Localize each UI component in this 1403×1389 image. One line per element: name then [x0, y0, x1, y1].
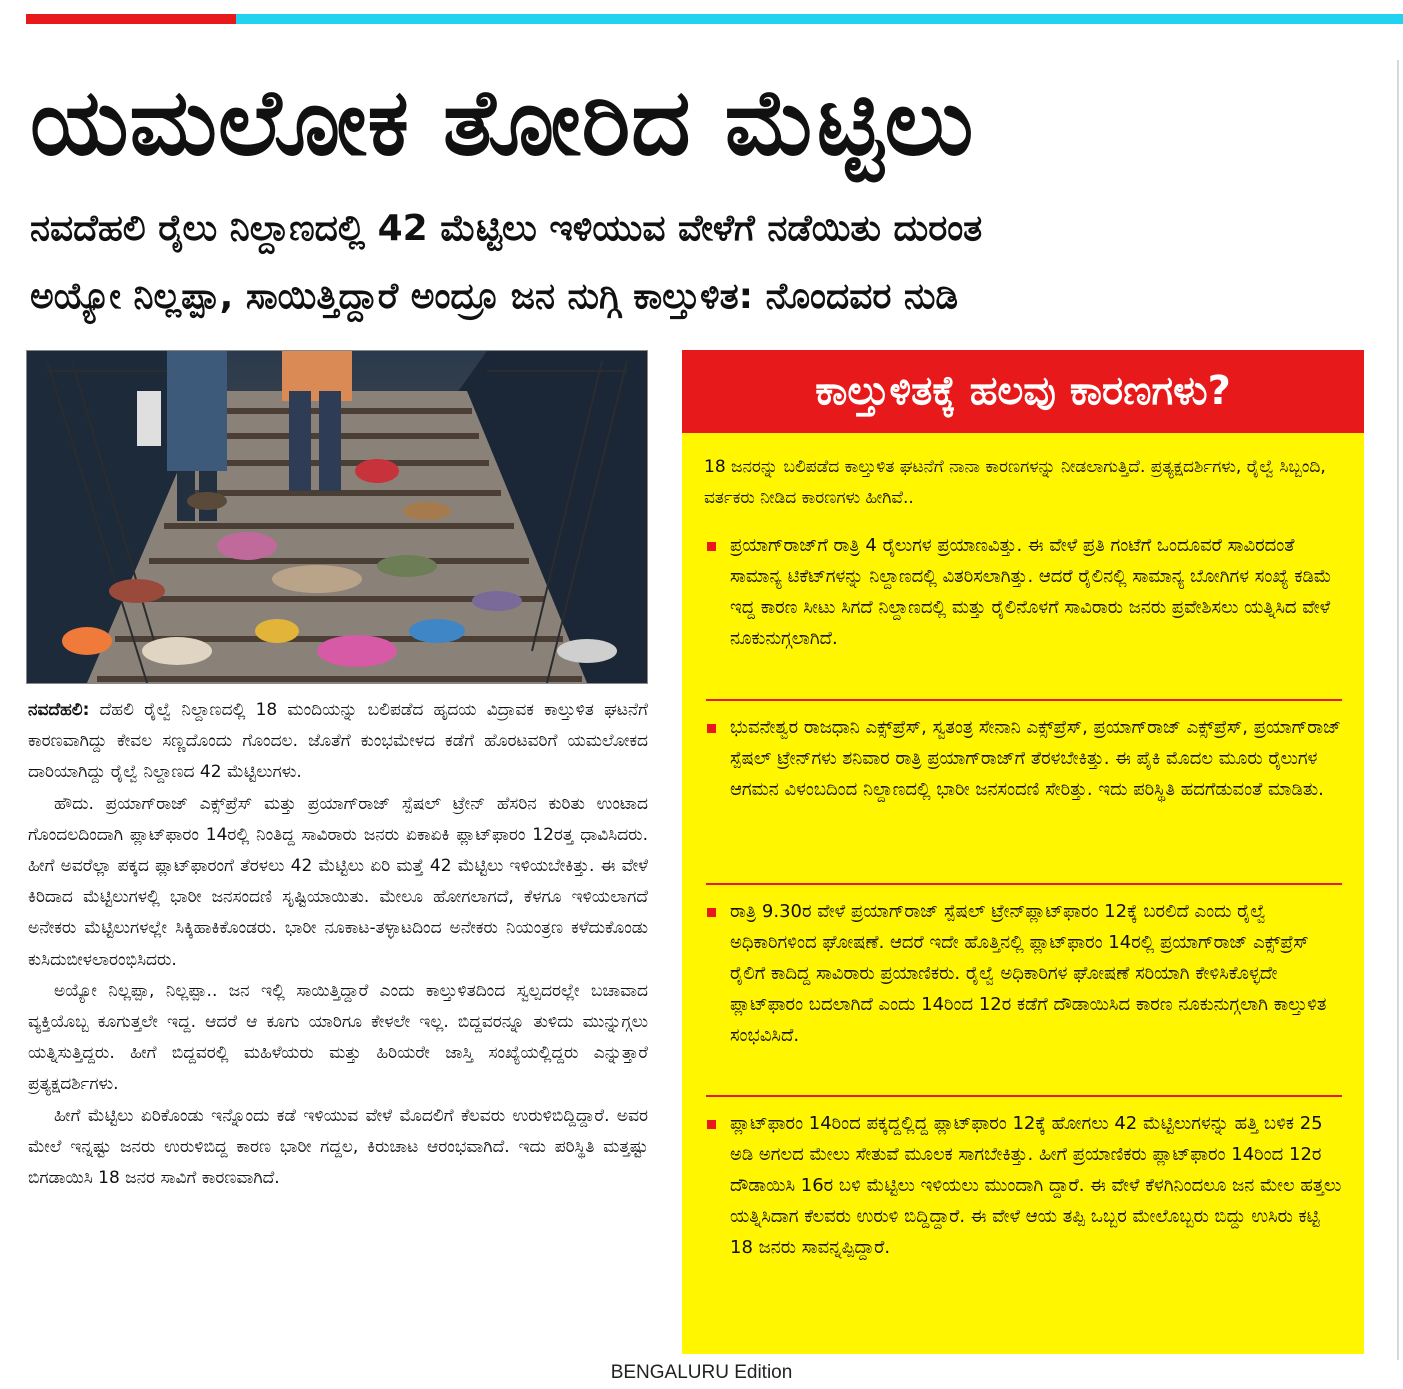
article-paragraph-text: ದೆಹಲಿ ರೈಲ್ವೆ ನಿಲ್ದಾಣದಲ್ಲಿ 18 ಮಂದಿಯನ್ನು ಬಲಿಪಡೆದ ಹೃದಯ ವಿದ್ರಾವಕ ಕಾಲ್ತುಳಿತ ಘಟನೆಗೆ ಕಾರಣವಾಗಿದ್ದು ಕೇವಲ ಸಣ್ಣದೊಂದು ಗೊಂದಲ. ಜೊತೆಗೆ ಕುಂಭಮೇಳದ ಕಡೆಗೆ ಹೊರಟವರಿಗೆ ಯಮಲೋಕದ ದಾರಿಯಾಗಿದ್ದು ರೈಲ್ವೆ ನಿಲ್ದಾಣದ 42 ಮೆಟ್ಟಿಲುಗಳು.	[28, 700, 648, 783]
article-paragraph	[28, 695, 648, 789]
top-color-bar-red	[26, 14, 236, 24]
article-dateline: ನವದೆಹಲಿ:	[28, 700, 90, 720]
reason-item	[704, 712, 1344, 805]
reason-item	[704, 1108, 1344, 1263]
article-body	[28, 695, 648, 1350]
reason-text: ಭುವನೇಶ್ವರ ರಾಜಧಾನಿ ಎಕ್ಸ್‌ಪ್ರೆಸ್, ಸ್ವತಂತ್ರ ಸೇನಾನಿ ಎಕ್ಸ್‌ಪ್ರೆಸ್, ಪ್ರಯಾಗ್‌ರಾಜ್ ಎಕ್ಸ್‌ಪ್ರೆಸ್, ಪ್ರಯಾಗ್‌ರಾಜ್ ಸ್ಪೆಷಲ್ ಟ್ರೇನ್‌ಗಳು ಶನಿವಾರ ರಾತ್ರಿ ಪ್ರಯಾಗ್‌ರಾಜ್‌ಗೆ ತೆರಳಬೇಕಿತ್ತು. ಈ ಪೈಕಿ ಮೊದಲ ಮೂರು ರೈಲುಗಳ ಆಗಮನ ವಿಳಂಬದಿಂದ ನಿಲ್ದಾಣದಲ್ಲಿ ಭಾರೀ ಜನಸಂದಣಿ ಸೇರಿತ್ತು. ಇದು ಪರಿಸ್ಥಿತಿ ಹದಗೆಡುವಂತೆ ಮಾಡಿತು.	[730, 717, 1342, 800]
sidebar-title: ಕಾಲ್ತುಳಿತಕ್ಕೆ ಹಲವು ಕಾರಣಗಳು?	[682, 350, 1364, 433]
reason-item	[704, 530, 1344, 654]
reason-text: ರಾತ್ರಿ 9.30ರ ವೇಳೆ ಪ್ರಯಾಗ್‌ರಾಜ್ ಸ್ಪೆಷಲ್ ಟ್ರೇನ್‌ಪ್ಲಾಟ್‌ಫಾರಂ 12ಕ್ಕೆ ಬರಲಿದೆ ಎಂದು ರೈಲ್ವೆ ಅಧಿಕಾರಿಗಳಿಂದ ಘೋಷಣೆ. ಆದರೆ ಇದೇ ಹೊತ್ತಿನಲ್ಲಿ ಪ್ಲಾಟ್‌ಫಾರಂ 14ರಲ್ಲಿ ಪ್ರಯಾಗ್‌ರಾಜ್ ಎಕ್ಸ್‌ಪ್ರೆಸ್ ರೈಲಿಗೆ ಕಾದಿದ್ದ ಸಾವಿರಾರು ಪ್ರಯಾಣಿಕರು. ರೈಲ್ವೆ ಅಧಿಕಾರಿಗಳ ಘೋಷಣೆ ಸರಿಯಾಗಿ ಕೇಳಿಸಿಕೊಳ್ಳದೇ ಪ್ಲಾಟ್‌ಫಾರಂ ಬದಲಾಗಿದೆ ಎಂದು 14ರಿಂದ 12ರ ಕಡೆಗೆ ದೌಡಾಯಿಸಿದ ಕಾರಣ ನೂಕುನುಗ್ಗಲಾಗಿ ಕಾಲ್ತುಳಿತ ಸಂಭವಿಸಿದೆ.	[730, 901, 1327, 1046]
reason-divider	[706, 699, 1342, 701]
article-paragraph: ಹೀಗೆ ಮೆಟ್ಟಿಲು ಏರಿಕೊಂಡು ಇನ್ನೊಂದು ಕಡೆ ಇಳಿಯುವ ವೇಳೆ ಮೊದಲಿಗೆ ಕೆಲವರು ಉರುಳಿಬಿದ್ದಿದ್ದಾರೆ. ಅವರ ಮೇಲೆ ಇನ್ನಷ್ಟು ಜನರು ಉರುಳಿಬಿದ್ದ ಕಾರಣ ಭಾರೀ ಗದ್ದಲ, ಕಿರುಚಾಟ ಆರಂಭವಾಗಿದೆ. ಇದು ಪರಿಸ್ಥಿತಿ ಮತ್ತಷ್ಟು ಬಿಗಡಾಯಿಸಿ 18 ಜನರ ಸಾವಿಗೆ ಕಾರಣವಾಗಿದೆ.	[28, 1105, 648, 1189]
sidebar-intro: 18 ಜನರನ್ನು ಬಲಿಪಡೆದ ಕಾಲ್ತುಳಿತ ಘಟನೆಗೆ ನಾನಾ ಕಾರಣಗಳನ್ನು ನೀಡಲಾಗುತ್ತಿದೆ. ಪ್ರತ್ಯಕ್ಷದರ್ಶಿಗಳು, ರೈಲ್ವೆ ಸಿಬ್ಬಂದಿ, ವರ್ತಕರು ನೀಡಿದ ಕಾರಣಗಳು ಹೀಗಿವೆ..	[704, 457, 1326, 508]
headline: ಯಮಲೋಕ ತೋರಿದ ಮೆಟ್ಟಿಲು	[30, 69, 975, 176]
top-color-bar-cyan	[236, 14, 1403, 24]
bullet-square-icon	[707, 908, 716, 917]
reason-text: ಪ್ಲಾಟ್‌ಫಾರಂ 14ರಿಂದ ಪಕ್ಕದ್ದಲ್ಲಿದ್ದ ಪ್ಲಾಟ್‌ಫಾರಂ 12ಕ್ಕೆ ಹೋಗಲು 42 ಮೆಟ್ಟಿಲುಗಳನ್ನು ಹತ್ತಿ ಬಳಿಕ 25 ಅಡಿ ಅಗಲದ ಮೇಲು ಸೇತುವೆ ಮೂಲಕ ಸಾಗಬೇಕಿತ್ತು. ಹೀಗೆ ಪ್ರಯಾಣಿಕರು ಪ್ಲಾಟ್‌ಫಾರಂ 14ರಿಂದ 12ರ ದೌಡಾಯಿಸಿ 16ರ ಬಳಿ ಮೆಟ್ಟಿಲು ಇಳಿಯಲು ಮುಂದಾಗಿ ದ್ದಾರೆ. ಈ ವೇಳೆ ಕೆಳಗಿನಿಂದಲೂ ಜನ ಮೇಲ ಹತ್ತಲು ಯತ್ನಿಸಿದಾಗ ಕೆಲವರು ಉರುಳಿ ಬಿದ್ದಿದ್ದಾರೆ. ಈ ವೇಳೆ ಆಯ ತಪ್ಪಿ ಒಬ್ಬರ ಮೇಲೊಬ್ಬರು ಬಿದ್ದು ಉಸಿರು ಕಟ್ಟಿ 18 ಜನರು ಸಾವನ್ನಪ್ಪಿದ್ದಾರೆ.	[730, 1113, 1342, 1258]
reason-text: ಪ್ರಯಾಗ್‌ರಾಜ್‌ಗೆ ರಾತ್ರಿ 4 ರೈಲುಗಳ ಪ್ರಯಾಣವಿತ್ತು. ಈ ವೇಳೆ ಪ್ರತಿ ಗಂಟೆಗೆ ಒಂದೂವರೆ ಸಾವಿರದಂತೆ ಸಾಮಾನ್ಯ ಟಿಕೆಟ್‌ಗಳನ್ನು ನಿಲ್ದಾಣದಲ್ಲಿ ವಿತರಿಸಲಾಗಿತ್ತು. ಆದರೆ ರೈಲಿನಲ್ಲಿ ಸಾಮಾನ್ಯ ಬೋಗಿಗಳ ಸಂಖ್ಯೆ ಕಡಿಮೆ ಇದ್ದ ಕಾರಣ ಸೀಟು ಸಿಗದೆ ನಿಲ್ದಾಣದಲ್ಲಿ ಮತ್ತು ರೈಲಿನೊಳಗೆ ಸಾವಿರಾರು ಜನರು ಪ್ರವೇಶಿಸಲು ಯತ್ನಿಸಿದ ವೇಳೆ ನೂಕುನುಗ್ಗಲಾಗಿದೆ.	[730, 535, 1332, 649]
bullet-square-icon	[707, 1120, 716, 1129]
stairway-photo	[26, 350, 648, 684]
subheadline-2: ಅಯ್ಯೋ ನಿಲ್ಲಪ್ಪಾ, ಸಾಯಿತ್ತಿದ್ದಾರೆ ಅಂದ್ರೂ ಜನ ನುಗ್ಗಿ ಕಾಲ್ತುಳಿತ: ನೊಂದವರ ನುಡಿ	[30, 276, 959, 317]
article-paragraph: ಅಯ್ಯೋ ನಿಲ್ಲಪ್ಪಾ, ನಿಲ್ಲಪ್ಪಾ.. ಜನ ಇಲ್ಲಿ ಸಾಯಿತ್ತಿದ್ದಾರೆ ಎಂದು ಕಾಲ್ತುಳಿತದಿಂದ ಸ್ವಲ್ಪದರಲ್ಲೇ ಬಚಾವಾದ ವ್ಯಕ್ತಿಯೊಬ್ಬ ಕೂಗುತ್ತಲೇ ಇದ್ದ. ಆದರೆ ಆ ಕೂಗು ಯಾರಿಗೂ ಕೇಳಲೇ ಇಲ್ಲ. ಬಿದ್ದವರನ್ನೂ ತುಳಿದು ಮುನ್ನುಗ್ಗಲು ಯತ್ನಿಸುತ್ತಿದ್ದರು. ಹೀಗೆ ಬಿದ್ದವರಲ್ಲಿ ಮಹಿಳೆಯರು ಮತ್ತು ಹಿರಿಯರೇ ಜಾಸ್ತಿ ಸಂಖ್ಯೆಯಲ್ಲಿದ್ದರು ಎನ್ನುತ್ತಾರೆ ಪ್ರತ್ಯಕ್ಷದರ್ಶಿಗಳು.	[28, 980, 648, 1095]
bullet-square-icon	[707, 724, 716, 733]
reason-item	[704, 896, 1344, 1051]
subheadline-1: ನವದೆಹಲಿ ರೈಲು ನಿಲ್ದಾಣದಲ್ಲಿ 42 ಮೆಟ್ಟಿಲು ಇಳಿಯುವ ವೇಳೆಗೆ ನಡೆಯಿತು ದುರಂತ	[30, 208, 983, 249]
reasons-sidebar	[682, 350, 1364, 1354]
reason-divider	[706, 1095, 1342, 1097]
reason-divider	[706, 883, 1342, 885]
edition-footer: BENGALURU Edition	[610, 1362, 793, 1383]
page-edge-rule	[1397, 60, 1399, 1360]
bullet-square-icon	[707, 542, 716, 551]
article-paragraph: ಹೌದು. ಪ್ರಯಾಗ್‌ರಾಜ್ ಎಕ್ಸ್‌ಪ್ರೆಸ್ ಮತ್ತು ಪ್ರಯಾಗ್‌ರಾಜ್ ಸ್ಪೆಷಲ್ ಟ್ರೇನ್ ಹೆಸರಿನ ಕುರಿತು ಉಂಟಾದ ಗೊಂದಲದಿಂದಾಗಿ ಪ್ಲಾಟ್‌ಫಾರಂ 14ರಲ್ಲಿ ನಿಂತಿದ್ದ ಸಾವಿರಾರು ಜನರು ಏಕಾಏಕಿ ಪ್ಲಾಟ್‌ಫಾರಂ 12ರತ್ತ ಧಾವಿಸಿದರು. ಹೀಗೆ ಅವರೆಲ್ಲಾ ಪಕ್ಕದ ಪ್ಲಾಟ್‌ಫಾರಂಗೆ ತೆರಳಲು 42 ಮೆಟ್ಟಿಲು ಏರಿ ಮತ್ತೆ 42 ಮೆಟ್ಟಿಲು ಇಳಿಯಬೇಕಿತ್ತು. ಈ ವೇಳೆ ಕಿರಿದಾದ ಮೆಟ್ಟಿಲುಗಳಲ್ಲಿ ಭಾರೀ ಜನಸಂದಣಿ ಸೃಷ್ಟಿಯಾಯಿತು. ಮೇಲೂ ಹೋಗಲಾಗದೆ, ಕೆಳಗೂ ಇಳಿಯಲಾಗದೆ ಅನೇಕರು ಮೆಟ್ಟಿಲುಗಳಲ್ಲೇ ಸಿಕ್ಕಿಹಾಕಿಕೊಂಡರು. ಭಾರೀ ನೂಕಾಟ-ತಳ್ಳಾಟದಿಂದ ಅನೇಕರು ನಿಯಂತ್ರಣ ಕಳೆದುಕೊಂಡು ಕುಸಿದುಬೀಳಲಾರಂಭಿಸಿದರು.	[28, 793, 648, 970]
